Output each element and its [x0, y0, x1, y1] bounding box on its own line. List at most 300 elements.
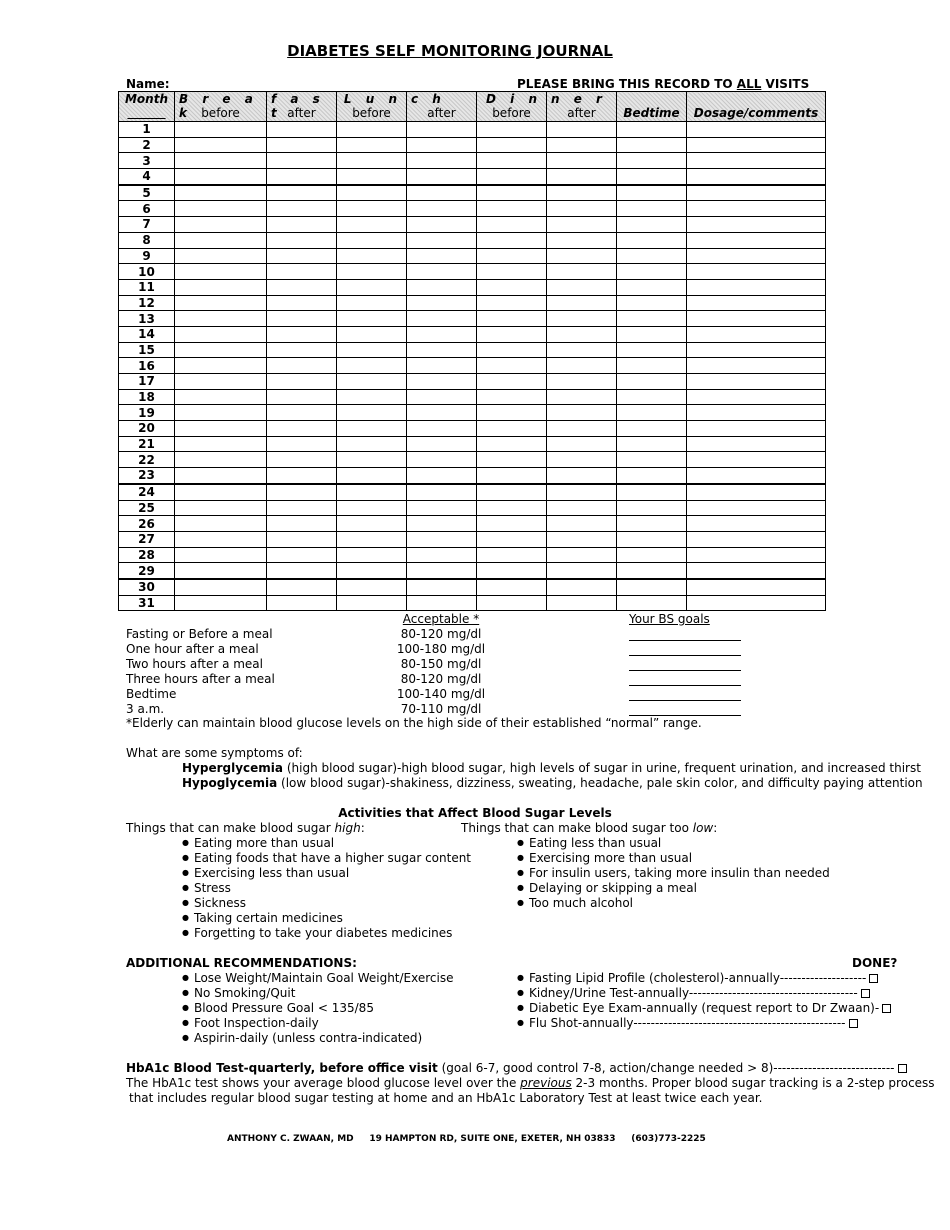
- entry-cell[interactable]: [337, 374, 407, 390]
- entry-cell[interactable]: [267, 421, 337, 437]
- entry-cell[interactable]: [175, 516, 267, 532]
- entry-cell[interactable]: [267, 311, 337, 327]
- entry-cell[interactable]: [175, 421, 267, 437]
- entry-cell[interactable]: [687, 436, 826, 452]
- entry-cell[interactable]: [687, 516, 826, 532]
- entry-cell[interactable]: [407, 185, 477, 201]
- hba1c-done-checkbox[interactable]: [898, 1064, 907, 1073]
- entry-cell[interactable]: [687, 248, 826, 264]
- entry-cell[interactable]: [477, 563, 547, 579]
- entry-cell[interactable]: [407, 279, 477, 295]
- entry-cell[interactable]: [617, 374, 687, 390]
- high-causes-heading: [126, 821, 365, 835]
- bring-record-notice: [517, 77, 809, 91]
- entry-cell[interactable]: [477, 516, 547, 532]
- entry-cell[interactable]: [267, 248, 337, 264]
- entry-cell[interactable]: [617, 484, 687, 500]
- entry-cell[interactable]: [337, 358, 407, 374]
- entry-cell[interactable]: [617, 452, 687, 468]
- entry-cell[interactable]: [477, 153, 547, 169]
- entry-cell[interactable]: [267, 122, 337, 138]
- entry-cell[interactable]: [407, 389, 477, 405]
- entry-cell[interactable]: [267, 185, 337, 201]
- table-row: [119, 342, 826, 358]
- entry-cell[interactable]: [547, 295, 617, 311]
- entry-cell[interactable]: [477, 342, 547, 358]
- entry-cell[interactable]: [267, 279, 337, 295]
- entry-cell[interactable]: [337, 201, 407, 217]
- day-number: 30: [119, 579, 175, 595]
- your-goals-header: Your BS goals: [629, 612, 710, 626]
- entry-cell[interactable]: [687, 201, 826, 217]
- entry-cell[interactable]: [267, 531, 337, 547]
- entry-cell[interactable]: [175, 326, 267, 342]
- entry-cell[interactable]: [337, 248, 407, 264]
- entry-cell[interactable]: [547, 436, 617, 452]
- entry-cell[interactable]: [687, 389, 826, 405]
- goal-label: Three hours after a meal: [126, 672, 275, 686]
- entry-cell[interactable]: [407, 232, 477, 248]
- day-number: 2: [119, 137, 175, 153]
- entry-cell[interactable]: [407, 201, 477, 217]
- entry-cell[interactable]: [175, 264, 267, 280]
- entry-cell[interactable]: [617, 137, 687, 153]
- entry-cell[interactable]: [337, 264, 407, 280]
- entry-cell[interactable]: [175, 389, 267, 405]
- entry-cell[interactable]: [267, 468, 337, 484]
- entry-cell[interactable]: [687, 232, 826, 248]
- notice-text-end: VISITS: [761, 77, 810, 91]
- entry-cell[interactable]: [175, 405, 267, 421]
- entry-cell[interactable]: [687, 563, 826, 579]
- entry-cell[interactable]: [477, 122, 547, 138]
- entry-cell[interactable]: [407, 436, 477, 452]
- entry-cell[interactable]: [175, 248, 267, 264]
- entry-cell[interactable]: [477, 185, 547, 201]
- entry-cell[interactable]: [267, 436, 337, 452]
- entry-cell[interactable]: [687, 295, 826, 311]
- done-checkbox[interactable]: [861, 989, 870, 998]
- entry-cell[interactable]: [687, 595, 826, 611]
- entry-cell[interactable]: [477, 421, 547, 437]
- header-sub-label: after: [567, 106, 596, 120]
- entry-cell[interactable]: [687, 217, 826, 233]
- entry-cell[interactable]: [477, 169, 547, 185]
- entry-cell[interactable]: [617, 579, 687, 595]
- entry-cell[interactable]: [687, 484, 826, 500]
- entry-cell[interactable]: [267, 295, 337, 311]
- entry-cell[interactable]: [407, 452, 477, 468]
- header-sub-label: after: [427, 106, 456, 120]
- done-checkbox[interactable]: [869, 974, 878, 983]
- entry-cell[interactable]: [477, 358, 547, 374]
- entry-cell[interactable]: [337, 232, 407, 248]
- entry-cell[interactable]: [687, 405, 826, 421]
- entry-cell[interactable]: [267, 232, 337, 248]
- entry-cell[interactable]: [687, 279, 826, 295]
- entry-cell[interactable]: [337, 531, 407, 547]
- entry-cell[interactable]: [617, 421, 687, 437]
- entry-cell[interactable]: [547, 248, 617, 264]
- entry-cell[interactable]: [337, 452, 407, 468]
- entry-cell[interactable]: [477, 295, 547, 311]
- entry-cell[interactable]: [547, 358, 617, 374]
- entry-cell[interactable]: [477, 232, 547, 248]
- entry-cell[interactable]: [337, 563, 407, 579]
- entry-cell[interactable]: [175, 595, 267, 611]
- entry-cell[interactable]: [407, 217, 477, 233]
- entry-cell[interactable]: [337, 484, 407, 500]
- recommendations-title: ADDITIONAL RECOMMENDATIONS:: [126, 956, 357, 970]
- entry-cell[interactable]: [477, 595, 547, 611]
- entry-cell[interactable]: [477, 248, 547, 264]
- entry-cell[interactable]: [617, 153, 687, 169]
- entry-cell[interactable]: [617, 436, 687, 452]
- entry-cell[interactable]: [407, 421, 477, 437]
- entry-cell[interactable]: [337, 153, 407, 169]
- entry-cell[interactable]: [175, 122, 267, 138]
- entry-cell[interactable]: [407, 122, 477, 138]
- entry-cell[interactable]: [477, 436, 547, 452]
- entry-cell[interactable]: [477, 531, 547, 547]
- header-dinner-label-a: D i n: [486, 92, 542, 106]
- entry-cell[interactable]: [407, 311, 477, 327]
- entry-cell[interactable]: [477, 484, 547, 500]
- entry-cell[interactable]: [337, 436, 407, 452]
- entry-cell[interactable]: [617, 201, 687, 217]
- entry-cell[interactable]: [687, 264, 826, 280]
- entry-cell[interactable]: [407, 342, 477, 358]
- entry-cell[interactable]: [175, 279, 267, 295]
- entry-cell[interactable]: [547, 185, 617, 201]
- entry-cell[interactable]: [337, 516, 407, 532]
- entry-cell[interactable]: [547, 547, 617, 563]
- entry-cell[interactable]: [267, 500, 337, 516]
- entry-cell[interactable]: [267, 326, 337, 342]
- entry-cell[interactable]: [687, 311, 826, 327]
- entry-cell[interactable]: [337, 279, 407, 295]
- entry-cell[interactable]: [687, 342, 826, 358]
- list-item: [517, 851, 830, 866]
- day-number: 10: [119, 264, 175, 280]
- header-dosage-label: Dosage/comments: [693, 106, 819, 120]
- entry-cell[interactable]: [617, 122, 687, 138]
- entry-cell[interactable]: [407, 137, 477, 153]
- entry-cell[interactable]: [617, 531, 687, 547]
- entry-cell[interactable]: [407, 484, 477, 500]
- entry-cell[interactable]: [175, 342, 267, 358]
- entry-cell[interactable]: [477, 217, 547, 233]
- entry-cell[interactable]: [617, 563, 687, 579]
- entry-cell[interactable]: [687, 421, 826, 437]
- entry-cell[interactable]: [617, 389, 687, 405]
- entry-cell[interactable]: [175, 579, 267, 595]
- entry-cell[interactable]: [267, 389, 337, 405]
- entry-cell[interactable]: [337, 579, 407, 595]
- entry-cell[interactable]: [175, 153, 267, 169]
- entry-cell[interactable]: [687, 153, 826, 169]
- entry-cell[interactable]: [175, 500, 267, 516]
- entry-cell[interactable]: [617, 405, 687, 421]
- acceptable-range: 80-150 mg/dl: [400, 657, 482, 671]
- entry-cell[interactable]: [617, 248, 687, 264]
- entry-cell[interactable]: [617, 595, 687, 611]
- entry-cell[interactable]: [267, 579, 337, 595]
- list-item-text: No Smoking/Quit: [193, 986, 296, 1000]
- goal-blank-field[interactable]: [629, 657, 741, 671]
- entry-cell[interactable]: [175, 484, 267, 500]
- entry-cell[interactable]: [337, 468, 407, 484]
- entry-cell[interactable]: [547, 264, 617, 280]
- goal-blank-field[interactable]: [629, 702, 741, 716]
- done-checkbox[interactable]: [882, 1004, 891, 1013]
- entry-cell[interactable]: [267, 374, 337, 390]
- high-head-em: high: [334, 821, 361, 835]
- acceptable-header: Acceptable *: [402, 612, 480, 626]
- entry-cell[interactable]: [547, 405, 617, 421]
- list-item-text: Eating more than usual: [193, 836, 335, 850]
- entry-cell[interactable]: [267, 342, 337, 358]
- entry-cell[interactable]: [407, 531, 477, 547]
- entry-cell[interactable]: [337, 311, 407, 327]
- entry-cell[interactable]: [267, 137, 337, 153]
- day-number: 17: [119, 374, 175, 390]
- entry-cell[interactable]: [477, 468, 547, 484]
- entry-cell[interactable]: [617, 326, 687, 342]
- goal-blank-field[interactable]: [629, 672, 741, 686]
- day-number: 25: [119, 500, 175, 516]
- entry-cell[interactable]: [407, 358, 477, 374]
- entry-cell[interactable]: [547, 137, 617, 153]
- entry-cell[interactable]: [175, 169, 267, 185]
- goal-blank-field[interactable]: [629, 642, 741, 656]
- high-causes-list: [182, 836, 471, 941]
- entry-cell[interactable]: [687, 468, 826, 484]
- entry-cell[interactable]: [337, 185, 407, 201]
- entry-cell[interactable]: [547, 468, 617, 484]
- entry-cell[interactable]: [687, 122, 826, 138]
- entry-cell[interactable]: [477, 264, 547, 280]
- entry-cell[interactable]: [407, 374, 477, 390]
- entry-cell[interactable]: [617, 185, 687, 201]
- entry-cell[interactable]: [617, 169, 687, 185]
- entry-cell[interactable]: [477, 579, 547, 595]
- entry-cell[interactable]: [267, 169, 337, 185]
- entry-cell[interactable]: [407, 248, 477, 264]
- entry-cell[interactable]: [477, 311, 547, 327]
- entry-cell[interactable]: [547, 374, 617, 390]
- entry-cell[interactable]: [267, 264, 337, 280]
- entry-cell[interactable]: [477, 547, 547, 563]
- entry-cell[interactable]: [337, 595, 407, 611]
- entry-cell[interactable]: [337, 122, 407, 138]
- entry-cell[interactable]: [337, 389, 407, 405]
- entry-cell[interactable]: [175, 374, 267, 390]
- entry-cell[interactable]: [687, 185, 826, 201]
- entry-cell[interactable]: [337, 217, 407, 233]
- entry-cell[interactable]: [547, 232, 617, 248]
- entry-cell[interactable]: [617, 500, 687, 516]
- entry-cell[interactable]: [547, 484, 617, 500]
- entry-cell[interactable]: [337, 295, 407, 311]
- entry-cell[interactable]: [477, 452, 547, 468]
- entry-cell[interactable]: [617, 547, 687, 563]
- table-row: [119, 137, 826, 153]
- entry-cell[interactable]: [175, 563, 267, 579]
- entry-cell[interactable]: [407, 153, 477, 169]
- entry-cell[interactable]: [175, 452, 267, 468]
- entry-cell[interactable]: [337, 500, 407, 516]
- entry-cell[interactable]: [337, 169, 407, 185]
- table-row: [119, 563, 826, 579]
- entry-cell[interactable]: [267, 452, 337, 468]
- entry-cell[interactable]: [617, 295, 687, 311]
- goal-blank-field[interactable]: [629, 687, 741, 701]
- entry-cell[interactable]: [687, 500, 826, 516]
- list-item-text: Too much alcohol: [528, 896, 633, 910]
- entry-cell[interactable]: [267, 516, 337, 532]
- entry-cell[interactable]: [617, 516, 687, 532]
- table-header-row: [119, 92, 826, 122]
- entry-cell[interactable]: [687, 358, 826, 374]
- entry-cell[interactable]: [547, 579, 617, 595]
- entry-cell[interactable]: [477, 137, 547, 153]
- entry-cell[interactable]: [175, 311, 267, 327]
- entry-cell[interactable]: [267, 484, 337, 500]
- entry-cell[interactable]: [477, 405, 547, 421]
- entry-cell[interactable]: [477, 201, 547, 217]
- entry-cell[interactable]: [267, 153, 337, 169]
- entry-cell[interactable]: [547, 201, 617, 217]
- entry-cell[interactable]: [687, 452, 826, 468]
- low-head-em: low: [692, 821, 714, 835]
- hypoglycemia-line: [182, 776, 923, 790]
- entry-cell[interactable]: [407, 295, 477, 311]
- entry-cell[interactable]: [267, 217, 337, 233]
- entry-cell[interactable]: [407, 326, 477, 342]
- goal-blank-field[interactable]: [629, 627, 741, 641]
- entry-cell[interactable]: [267, 405, 337, 421]
- entry-cell[interactable]: [687, 137, 826, 153]
- entry-cell[interactable]: [175, 436, 267, 452]
- entry-cell[interactable]: [175, 295, 267, 311]
- entry-cell[interactable]: [175, 531, 267, 547]
- entry-cell[interactable]: [407, 405, 477, 421]
- table-row: [119, 516, 826, 532]
- entry-cell[interactable]: [407, 579, 477, 595]
- entry-cell[interactable]: [547, 421, 617, 437]
- entry-cell[interactable]: [175, 137, 267, 153]
- entry-cell[interactable]: [175, 201, 267, 217]
- entry-cell[interactable]: [547, 217, 617, 233]
- entry-cell[interactable]: [337, 342, 407, 358]
- goals-header-row: [126, 612, 766, 627]
- entry-cell[interactable]: [547, 563, 617, 579]
- low-head-text: Things that can make blood sugar too: [461, 821, 693, 835]
- entry-cell[interactable]: [617, 279, 687, 295]
- entry-cell[interactable]: [337, 421, 407, 437]
- entry-cell[interactable]: [407, 468, 477, 484]
- entry-cell[interactable]: [175, 468, 267, 484]
- entry-cell[interactable]: [407, 500, 477, 516]
- list-item-text: Kidney/Urine Test-annually---------------------------------------: [528, 986, 858, 1000]
- entry-cell[interactable]: [687, 169, 826, 185]
- entry-cell[interactable]: [407, 516, 477, 532]
- entry-cell[interactable]: [407, 563, 477, 579]
- entry-cell[interactable]: [547, 279, 617, 295]
- entry-cell[interactable]: [617, 217, 687, 233]
- entry-cell[interactable]: [267, 547, 337, 563]
- entry-cell[interactable]: [547, 452, 617, 468]
- entry-cell[interactable]: [617, 264, 687, 280]
- entry-cell[interactable]: [175, 185, 267, 201]
- entry-cell[interactable]: [337, 405, 407, 421]
- entry-cell[interactable]: [267, 358, 337, 374]
- entry-cell[interactable]: [407, 595, 477, 611]
- entry-cell[interactable]: [337, 326, 407, 342]
- table-row: [119, 311, 826, 327]
- entry-cell[interactable]: [407, 547, 477, 563]
- entry-cell[interactable]: [617, 342, 687, 358]
- entry-cell[interactable]: [267, 201, 337, 217]
- entry-cell[interactable]: [617, 311, 687, 327]
- list-item-text: Fasting Lipid Profile (cholesterol)-annually--------------------: [528, 971, 867, 985]
- list-item-text: Exercising more than usual: [528, 851, 693, 865]
- entry-cell[interactable]: [687, 326, 826, 342]
- entry-cell[interactable]: [477, 326, 547, 342]
- entry-cell[interactable]: [547, 122, 617, 138]
- entry-cell[interactable]: [547, 595, 617, 611]
- entry-cell[interactable]: [407, 169, 477, 185]
- entry-cell[interactable]: [477, 279, 547, 295]
- entry-cell[interactable]: [547, 389, 617, 405]
- entry-cell[interactable]: [547, 169, 617, 185]
- entry-cell[interactable]: [267, 595, 337, 611]
- entry-cell[interactable]: [617, 468, 687, 484]
- entry-cell[interactable]: [477, 374, 547, 390]
- entry-cell[interactable]: [267, 563, 337, 579]
- entry-cell[interactable]: [175, 217, 267, 233]
- entry-cell[interactable]: [547, 500, 617, 516]
- entry-cell[interactable]: [547, 342, 617, 358]
- entry-cell[interactable]: [547, 326, 617, 342]
- entry-cell[interactable]: [547, 311, 617, 327]
- entry-cell[interactable]: [687, 531, 826, 547]
- entry-cell[interactable]: [687, 547, 826, 563]
- list-item: [182, 911, 471, 926]
- entry-cell[interactable]: [175, 358, 267, 374]
- entry-cell[interactable]: [547, 531, 617, 547]
- entry-cell[interactable]: [477, 389, 547, 405]
- hyperglycemia-term: Hyperglycemia: [182, 761, 284, 775]
- entry-cell[interactable]: [617, 232, 687, 248]
- entry-cell[interactable]: [687, 579, 826, 595]
- page-title: DIABETES SELF MONITORING JOURNAL: [287, 42, 613, 60]
- entry-cell[interactable]: [477, 500, 547, 516]
- entry-cell[interactable]: [547, 153, 617, 169]
- entry-cell[interactable]: [175, 232, 267, 248]
- entry-cell[interactable]: [337, 547, 407, 563]
- entry-cell[interactable]: [175, 547, 267, 563]
- entry-cell[interactable]: [547, 516, 617, 532]
- entry-cell[interactable]: [687, 374, 826, 390]
- entry-cell[interactable]: [407, 264, 477, 280]
- entry-cell[interactable]: [617, 358, 687, 374]
- entry-cell[interactable]: [337, 137, 407, 153]
- table-row: [119, 405, 826, 421]
- done-checkbox[interactable]: [849, 1019, 858, 1028]
- header-lunch-before: [337, 92, 407, 122]
